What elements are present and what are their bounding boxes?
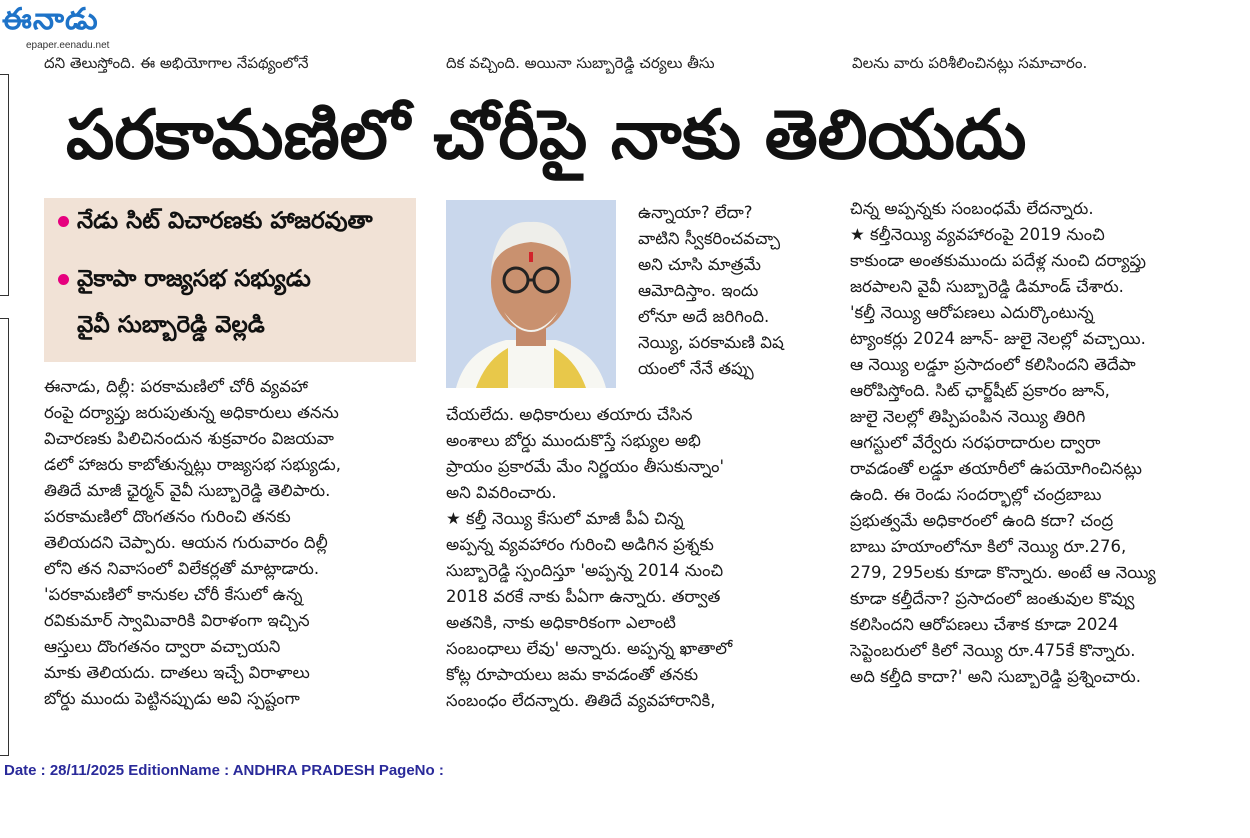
highlight-item xyxy=(58,208,373,240)
article-line: జరపాలని వైవీ సుబ్బారెడ్డి డిమాండ్ చేశారు. xyxy=(850,277,1124,296)
article-line: బోర్డు ముందు పెట్టినప్పుడు అవి స్పష్టంగా xyxy=(44,689,300,708)
article-line: కూడా కల్తీదేనా? ప్రసాదంలో జంతువుల కొవ్వు xyxy=(850,589,1135,608)
article-line: కాకుండా అంతకుముందు పదేళ్ల నుంచి దర్యాప్తు xyxy=(850,251,1146,270)
highlight-text: వైకాపా రాజ్యసభ సభ్యుడు xyxy=(77,266,311,292)
article-line: పరకామణిలో దొంగతనం గురించి తనకు xyxy=(44,507,291,526)
highlight-text: నేడు సిట్ విచారణకు హాజరవుతా xyxy=(77,208,373,234)
eenadu-logo xyxy=(0,2,140,50)
article-line: ఉంది. ఈ రెండు సందర్భాల్లో చంద్రబాబు xyxy=(850,485,1102,504)
article-line: ★ కల్తీనెయ్యి వ్యవహారంపై 2019 నుంచి xyxy=(850,225,1105,244)
article-line: మాకు తెలియదు. దాతలు ఇచ్చే విరాళాలు xyxy=(44,663,310,682)
article-line: అతనికి, నాకు అధికారికంగా ఎలాంటి xyxy=(446,613,676,632)
highlight-item xyxy=(58,266,311,298)
article-column-3 xyxy=(850,196,1220,690)
headline: పరకామణిలో చోరీపై నాకు తెలియదు xyxy=(66,96,1027,175)
edge-rule-bottom xyxy=(0,318,9,756)
article-line: చేయలేదు. అధికారులు తయారు చేసిన xyxy=(446,405,693,424)
article-line: బాబు హయాంలోనూ కిలో నెయ్యి రూ.276, xyxy=(850,537,1127,556)
article-line: లోని తన నివాసంలో విలేకర్లతో మాట్లాడారు. xyxy=(44,559,320,578)
portrait-photo xyxy=(446,200,616,388)
article-line: డలో హాజరు కాబోతున్నట్లు రాజ్యసభ సభ్యుడు, xyxy=(44,455,342,474)
article-line: లోనూ అదే జరిగింది. xyxy=(638,307,770,326)
logo-wordmark: ఈనాడు xyxy=(2,2,99,37)
portrait-illustration xyxy=(446,200,616,388)
article-line: తితిదే మాజీ ఛైర్మన్ వైవీ సుబ్బారెడ్డి తెలిపారు. xyxy=(44,481,331,500)
article-line: సంబంధాలు లేవు' అన్నారు. అప్పన్న ఖాతాలో xyxy=(446,639,733,658)
top-line-col2: దిక వచ్చింది. అయినా సుబ్బారెడ్డి చర్యలు తీసు xyxy=(446,54,715,72)
article-line: ఆగస్టులో వేర్వేరు సరఫరాదారుల ద్వారా xyxy=(850,433,1101,452)
article-line: వాటిని స్వీకరించవచ్చా xyxy=(638,229,781,248)
article-line: ప్రభుత్వమే అధికారంలో ఉంది కదా? చంద్ర xyxy=(850,511,1114,530)
highlights-box xyxy=(44,198,416,362)
article-line: అది కల్తీది కాదా?' అని సుబ్బారెడ్డి ప్రశ్నించారు. xyxy=(850,667,1141,686)
article-line: తెలియదని చెప్పారు. ఆయన గురువారం దిల్లీ xyxy=(44,533,328,552)
article-column-1 xyxy=(44,374,416,712)
article-line: జులై నెలల్లో తిప్పిపంపిన నెయ్యి తిరిగి xyxy=(850,407,1086,426)
article-line: ఉన్నాయా? లేదా? xyxy=(638,203,753,222)
article-line: రంపై దర్యాప్తు జరుపుతున్న అధికారులు తనను xyxy=(44,403,339,422)
logo-url: epaper.eenadu.net xyxy=(26,40,110,51)
article-line: 'పరకామణిలో కానుకల చోరీ కేసులో ఉన్న xyxy=(44,585,303,604)
article-line: అని వివరించారు. xyxy=(446,483,557,502)
article-line: సంబంధం లేదన్నారు. తితిదే వ్యవహారానికి, xyxy=(446,691,716,710)
edition-footer: Date : 28/11/2025 EditionName : ANDHRA PRADESH PageNo : xyxy=(4,762,444,779)
bullet-icon xyxy=(58,274,69,285)
highlight-text: వైవీ సుబ్బారెడ్డి వెల్లడి xyxy=(77,312,265,338)
article-line: 279, 295లకు కూడా కొన్నారు. అంటే ఆ నెయ్యి xyxy=(850,563,1156,582)
article-line: యంలో నేనే తప్పు xyxy=(638,359,754,378)
article-line: రావడంతో లడ్డూ తయారీలో ఉపయోగించినట్లు xyxy=(850,459,1142,478)
bullet-icon xyxy=(58,216,69,227)
article-line: అప్పన్న వ్యవహారం గురించి అడిగిన ప్రశ్నకు xyxy=(446,535,714,554)
top-line-col3: విలను వారు పరిశీలించినట్లు సమాచారం. xyxy=(852,54,1088,72)
article-line: ఆస్తులు దొంగతనం ద్వారా వచ్చాయని xyxy=(44,637,281,656)
article-line: 'కల్తీ నెయ్యి ఆరోపణలు ఎదుర్కొంటున్న xyxy=(850,303,1094,322)
article-line: ఆమోదిస్తాం. ఇందు xyxy=(638,281,759,300)
article-line: నెయ్యి, పరకామణి విష xyxy=(638,333,784,352)
article-line: చిన్న అప్పన్నకు సంబంధమే లేదన్నారు. xyxy=(850,199,1094,218)
article-line: రవికుమార్ స్వామివారికి విరాళంగా ఇచ్చిన xyxy=(44,611,310,630)
article-line: ఈనాడు, దిల్లీ: పరకామణిలో చోరీ వ్యవహా xyxy=(44,377,308,396)
article-line: అని చూసి మాత్రమే xyxy=(638,255,761,274)
article-line: కోట్ల రూపాయలు జమ కావడంతో తనకు xyxy=(446,665,699,684)
article-line: ★ కల్తీ నెయ్యి కేసులో మాజీ పీఏ చిన్న xyxy=(446,509,684,528)
edge-rule-top xyxy=(0,74,9,296)
highlight-item xyxy=(77,312,265,344)
article-line: సెప్టెంబరులో కిలో నెయ్యి రూ.475కే కొన్నారు. xyxy=(850,641,1136,660)
article-line: ట్యాంకర్లు 2024 జూన్- జులై నెలల్లో వచ్చాయి. xyxy=(850,329,1146,348)
article-line: ప్రాయం ప్రకారమే మేం నిర్ణయం తీసుకున్నాం' xyxy=(446,457,724,476)
article-line: సుబ్బారెడ్డి స్పందిస్తూ 'అప్పన్న 2014 నుంచి xyxy=(446,561,724,580)
article-line: అంశాలు బోర్డు ముందుకొస్తే సభ్యుల అభి xyxy=(446,431,701,450)
article-line: ఆ నెయ్యి లడ్డూ ప్రసాదంలో కలిసిందని తెదేపా xyxy=(850,355,1136,374)
article-line: ఆరోపిస్తోంది. సిట్ ఛార్జ్‌షీట్ ప్రకారం జూన్, xyxy=(850,381,1110,400)
article-line: విచారణకు పిలిచినందున శుక్రవారం విజయవా xyxy=(44,429,334,448)
article-line: కలిసిందని ఆరోపణలు చేశాక కూడా 2024 xyxy=(850,615,1119,634)
article-column-2 xyxy=(446,402,816,714)
article-line: 2018 వరకే నాకు పీఏగా ఉన్నారు. తర్వాత xyxy=(446,587,721,606)
article-column-2-top xyxy=(638,200,816,382)
top-line-col1: దని తెలుస్తోంది. ఈ అభియోగాల నేపథ్యంలోనే xyxy=(44,54,309,72)
